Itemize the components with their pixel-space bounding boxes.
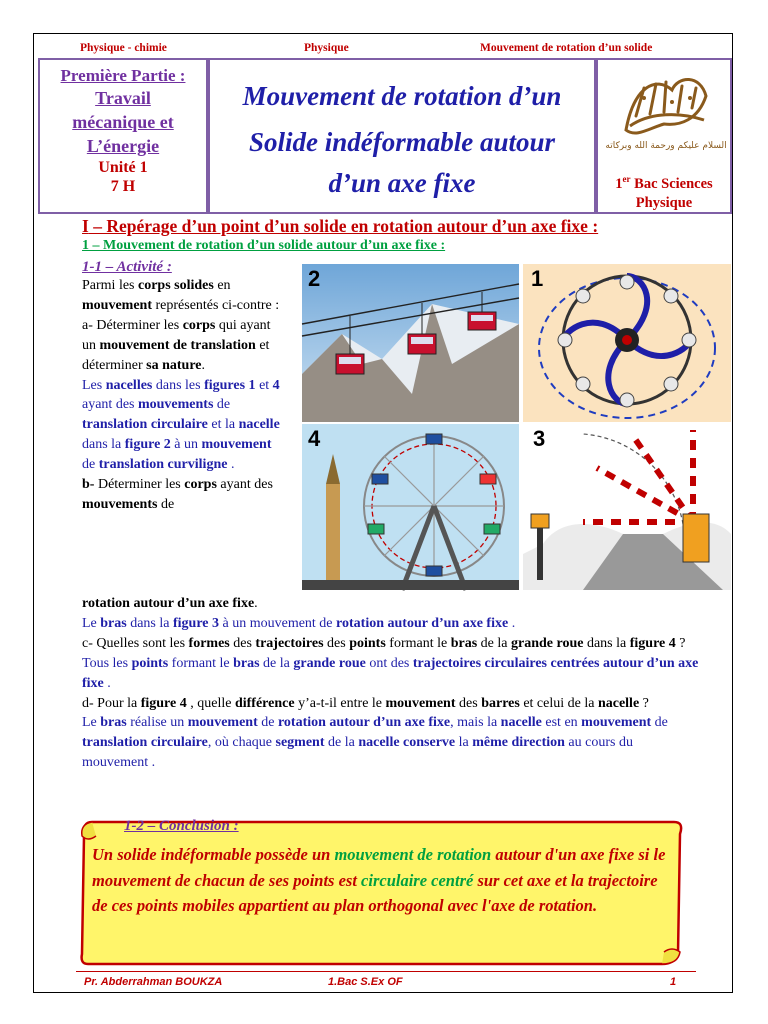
- figure-cable-cars: [302, 264, 519, 422]
- conclusion-part-1: Un solide indéformable possède un: [92, 845, 335, 864]
- level-ordinal: er: [622, 174, 631, 184]
- conclusion-part-2: autour d'un axe fixe si le mouvement de chacun de ses points est: [92, 845, 666, 890]
- figure-3-number: 3: [533, 426, 546, 451]
- section-title: – Repérage d’un point d’un solide en rotation autour d’un axe fixe :: [88, 216, 599, 236]
- level-track: Bac Sciences: [630, 175, 713, 192]
- lesson-title-line-2: Solide indéformable autour: [248, 127, 556, 157]
- level-subject: Physique: [635, 194, 693, 211]
- footer-class: 1.Bac S.Ex OF: [328, 976, 403, 988]
- header-discipline: Physique: [304, 42, 349, 54]
- figure-grande-roue: [302, 424, 519, 590]
- figure-4-number: 4: [308, 426, 321, 451]
- hours-label: 7 H: [110, 178, 136, 195]
- subsection-title: – Mouvement de rotation d’un solide autour d’un axe fixe :: [89, 238, 446, 253]
- footer-author: Pr. Abderrahman BOUKZA: [84, 976, 223, 988]
- lesson-title-line-1: Mouvement de rotation d’un: [242, 81, 562, 111]
- subject-line-2: mécanique et: [72, 112, 174, 132]
- activity-text-full: rotation autour d’un axe fixe. Le bras dans la figure 3 à un mouvement de rotation autour d’un axe fixe . c- Quelles sont les formes des trajectoires des points formant le bras de la grande roue dans la figure 4 ? Tous les points formant le bras de la grande roue ont des trajectoires circulaires centrées autour d’un axe fixe . d- Pour la figure 4 , quelle différence y’a-t-il entre le mouvement des barres et celui de la nacelle ? Le bras réalise un mouvement de rotation autour d’un axe fixe, mais la nacelle est en mouvement de translation circulaire, où chaque segment de la nacelle conserve la même direction au cours du mouvement .: [82, 596, 699, 771]
- level-label: [598, 170, 730, 213]
- figures-grid: [290, 262, 733, 591]
- conclusion-title: 1-2 – Conclusion :: [124, 818, 239, 834]
- header-subject: Physique - chimie: [80, 42, 167, 54]
- section-number: I: [82, 216, 89, 236]
- basmala-calligraphy: [605, 68, 727, 158]
- lesson-title-line-3: d’un axe fixe: [328, 168, 476, 198]
- level-box: [596, 58, 732, 214]
- conclusion-text: [92, 842, 676, 919]
- subject-line-1: Travail: [95, 88, 151, 108]
- figure-2-number: 2: [308, 266, 321, 291]
- conclusion-highlight-2: circulaire centré: [361, 870, 474, 890]
- lesson-title-box: [208, 58, 596, 214]
- figure-ride-wheel: [523, 264, 731, 422]
- footer-rule: [76, 971, 696, 972]
- footer-page-number: 1: [670, 976, 677, 988]
- subject-line-3: L’énergie: [86, 136, 160, 156]
- calligraphy-greeting: السلام عليكم ورحمة الله وبركاته: [605, 141, 727, 151]
- figure-barrier: [523, 424, 731, 590]
- conclusion-highlight-1: mouvement de rotation: [334, 845, 492, 864]
- subsection-number: 1: [82, 238, 89, 253]
- subsection-heading: [82, 238, 445, 254]
- section-heading: [82, 216, 598, 237]
- conclusion-part-3: sur cet axe et la trajectoire de ces points mobiles appartient au plan orthogonal avec l'axe de rotation.: [92, 870, 658, 915]
- unit-label: Unité 1: [98, 159, 148, 176]
- part-label: Première Partie :: [60, 66, 186, 85]
- unit-info-box: [38, 58, 208, 214]
- header-topic: Mouvement de rotation d’un solide: [480, 42, 653, 54]
- activity-text-column: Parmi les corps solides en mouvement représentés ci-contre : a- Déterminer les corps qui ayant un mouvement de translation et déterminer sa nature. Les nacelles dans les figures 1 et 4 ayant des mouvements de translation circulaire et la nacelle dans la figure 2 à un mouvement de translation curviligne . b- Déterminer les corps ayant des mouvements de: [82, 278, 280, 512]
- figure-1-number: 1: [531, 266, 544, 291]
- level-number: 1: [615, 175, 623, 192]
- activity-heading: 1-1 – Activité :: [82, 259, 172, 275]
